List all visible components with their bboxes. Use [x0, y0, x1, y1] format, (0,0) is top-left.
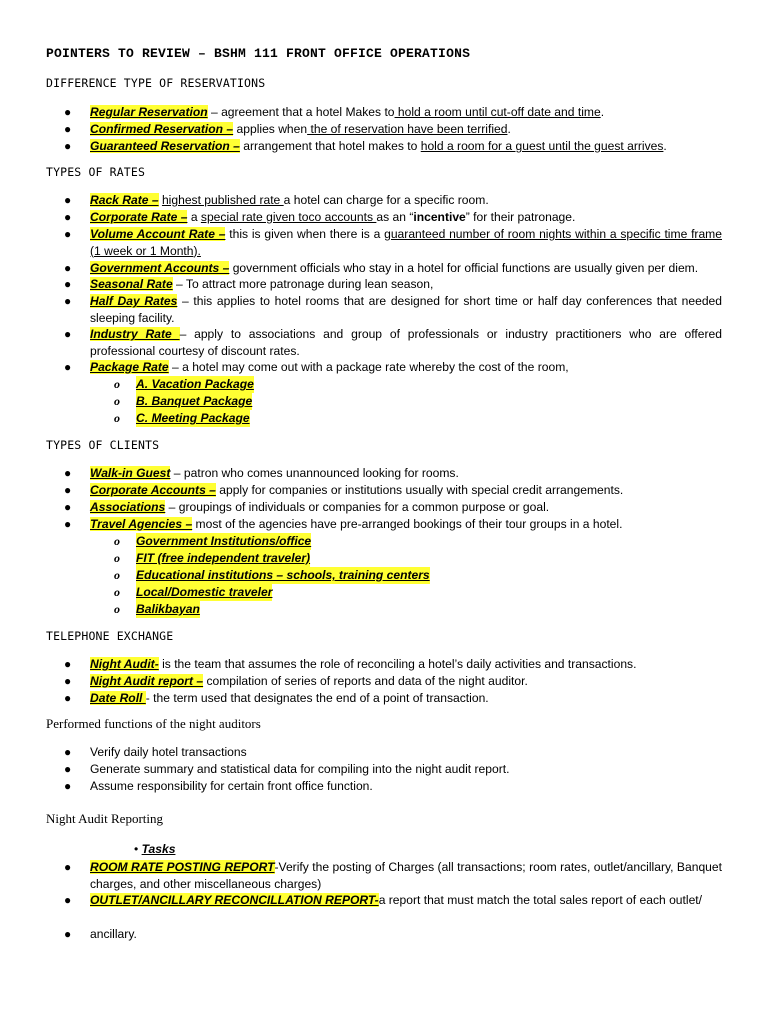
bullet-dot-icon: ● — [64, 500, 72, 514]
term-corporate-accounts: Corporate Accounts – — [90, 483, 216, 497]
term-night-audit: Night Audit- — [90, 657, 159, 671]
section-heading-reservations: DIFFERENCE TYPE OF RESERVATIONS — [46, 76, 266, 90]
term-half-day-rates: Half Day Rates — [90, 294, 178, 308]
term-rack-rate: Rack Rate – — [90, 193, 159, 207]
term-confirmed-reservation: Confirmed Reservation – — [90, 122, 234, 136]
bullet-dot-icon: ● — [64, 517, 72, 531]
term-outlet-ancillary-report: OUTLET/ANCILLARY RECONCILLATION REPORT- — [90, 893, 379, 907]
term-travel-agencies: Travel Agencies – — [90, 517, 193, 531]
bullet-dot-icon: ● — [64, 193, 72, 207]
bullet-dot-icon: ● — [64, 762, 72, 776]
sub-bullet-icon: o — [114, 585, 120, 599]
bullet-dot-icon: ● — [64, 674, 72, 688]
tasks-label: • Tasks — [134, 842, 176, 856]
section-heading-reporting: Night Audit Reporting — [46, 811, 163, 826]
bullet-dot-icon: ● — [64, 745, 72, 759]
bullet-dot-icon: ● — [64, 360, 72, 374]
section-heading-telephone: TELEPHONE EXCHANGE — [46, 629, 174, 643]
bullet-dot-icon: ● — [64, 657, 72, 671]
term-corporate-rate: Corporate Rate – — [90, 210, 188, 224]
bullet-dot-icon: ● — [64, 466, 72, 480]
section-heading-clients: TYPES OF CLIENTS — [46, 438, 160, 452]
bullet-dot-icon: ● — [64, 122, 72, 136]
sub-bullet-icon: o — [114, 568, 120, 582]
bullet-dot-icon: ● — [64, 105, 72, 119]
term-government-accounts: Government Accounts – — [90, 261, 230, 275]
bullet-dot-icon: ● — [64, 261, 72, 275]
bullet-dot-icon: ● — [64, 277, 72, 291]
bullet-dot-icon: ● — [64, 139, 72, 153]
bullet-dot-icon: ● — [64, 860, 72, 874]
term-volume-account-rate: Volume Account Rate – — [90, 227, 226, 241]
term-seasonal-rate: Seasonal Rate — [90, 277, 173, 291]
section-heading-functions: Performed functions of the night auditors — [46, 716, 261, 731]
bullet-dot-icon: ● — [64, 893, 72, 907]
term-room-rate-posting-report: ROOM RATE POSTING REPORT — [90, 860, 275, 874]
term-guaranteed-reservation: Guaranteed Reservation – — [90, 139, 240, 153]
term-walk-in-guest: Walk-in Guest — [90, 466, 171, 480]
bullet-dot-icon: ● — [64, 779, 72, 793]
sub-bullet-icon: o — [114, 551, 120, 565]
document-page: POINTERS TO REVIEW – BSHM 111 FRONT OFFICE OPERATIONS DIFFERENCE TYPE OF RESERVATIONS ● Regular Reservation – agreement that a hotel Makes to hold a room until cut-off date and time. ● Confirmed Reservation – applies when the of reservation have been terrified. ● Guaranteed Reservation – arrangement that hotel makes to hold a room for a guest until the guest arrives. TYPES OF RATES ● Rack Rate – highest published rate a hotel can charge for a specific room. ● Corporate Rate – a special rate given toco accounts as an “incentive” for their patronage. ● Volume Account Rate – this is given when there is a guaranteed number of room nights within a specific time frame (1 week or 1 Month). ● Government Accounts – government officials who stay in a hotel for official functions are usually given per diem. ● Seasonal Rate – To attract more patronage during lean season, ● Half Day Rates – this applies to hotel rooms that are designed for short time or half day conferences that needed sleeping facility. ● Industry Rate – apply to associations and group of professionals or industry practitioners who are offered professional courtesy of discount rates. ● Package Rate – a hotel may come out with a package rate whereby the cost of the room, o A. Vacation Package o B. Banquet Package o C. Meeting Package TYPES OF CLIENTS ● Walk-in Guest – patron who comes unannounced looking for rooms. ● Corporate Accounts – apply for companies or institutions usually with special credit arrangements. ● Associations – groupings of individuals or companies for a common purpose or goal. ● Travel Agencies – most of the agencies have pre-arranged bookings of their tour groups in a hotel. o Government Institutions/office o FIT (free independent traveler) o Educational institutions – schools, training centers o Local/Domestic traveler o Balikbayan TELEPHONE EXCHANGE ● Night Audit- is the team that assumes the role of reconciling a hotel’s daily activities and transactions. ● Night Audit report – compilation of series of reports and data of the night auditor. ● Date Roll - the term used that designates the end of a point of transaction. Performed functions of the night auditors ● Verify daily hotel transactions ● Generate summary and statistical data for compiling into the night audit report. ● Assume responsibility for certain front office function. Night Audit Reporting • Tasks ● ROOM RATE POSTING REPORT-Verify the posting of Charges (all transactions; room rates, outlet/ancillary, Banquet charges, and other miscellaneous charges) ● OUTLET/ANCILLARY RECONCILLATION REPORT-a report that must match the total sales report of each outlet/ ● ancillary. — [46, 46, 722, 941]
section-heading-rates: TYPES OF RATES — [46, 165, 146, 179]
bullet-dot-icon: ● — [64, 691, 72, 705]
term-night-audit-report: Night Audit report – — [90, 674, 204, 688]
sub-bullet-icon: o — [114, 411, 120, 425]
bullet-dot-icon: ● — [64, 227, 72, 241]
bullet-dot-icon: ● — [64, 927, 72, 941]
term-associations: Associations — [90, 500, 166, 514]
term-regular-reservation: Regular Reservation — [90, 105, 208, 119]
sub-bullet-icon: o — [114, 602, 120, 616]
bullet-dot-icon: ● — [64, 483, 72, 497]
sub-bullet-icon: o — [114, 394, 120, 408]
term-date-roll: Date Roll — [90, 691, 146, 705]
term-industry-rate: Industry Rate — [90, 327, 180, 341]
sub-bullet-icon: o — [114, 534, 120, 548]
bullet-dot-icon: ● — [64, 294, 72, 308]
bullet-dot-icon: ● — [64, 210, 72, 224]
bullet-dot-icon: ● — [64, 327, 72, 341]
term-package-rate: Package Rate — [90, 360, 169, 374]
sub-bullet-icon: o — [114, 377, 120, 391]
document-title: POINTERS TO REVIEW – BSHM 111 FRONT OFFICE OPERATIONS — [46, 46, 471, 61]
